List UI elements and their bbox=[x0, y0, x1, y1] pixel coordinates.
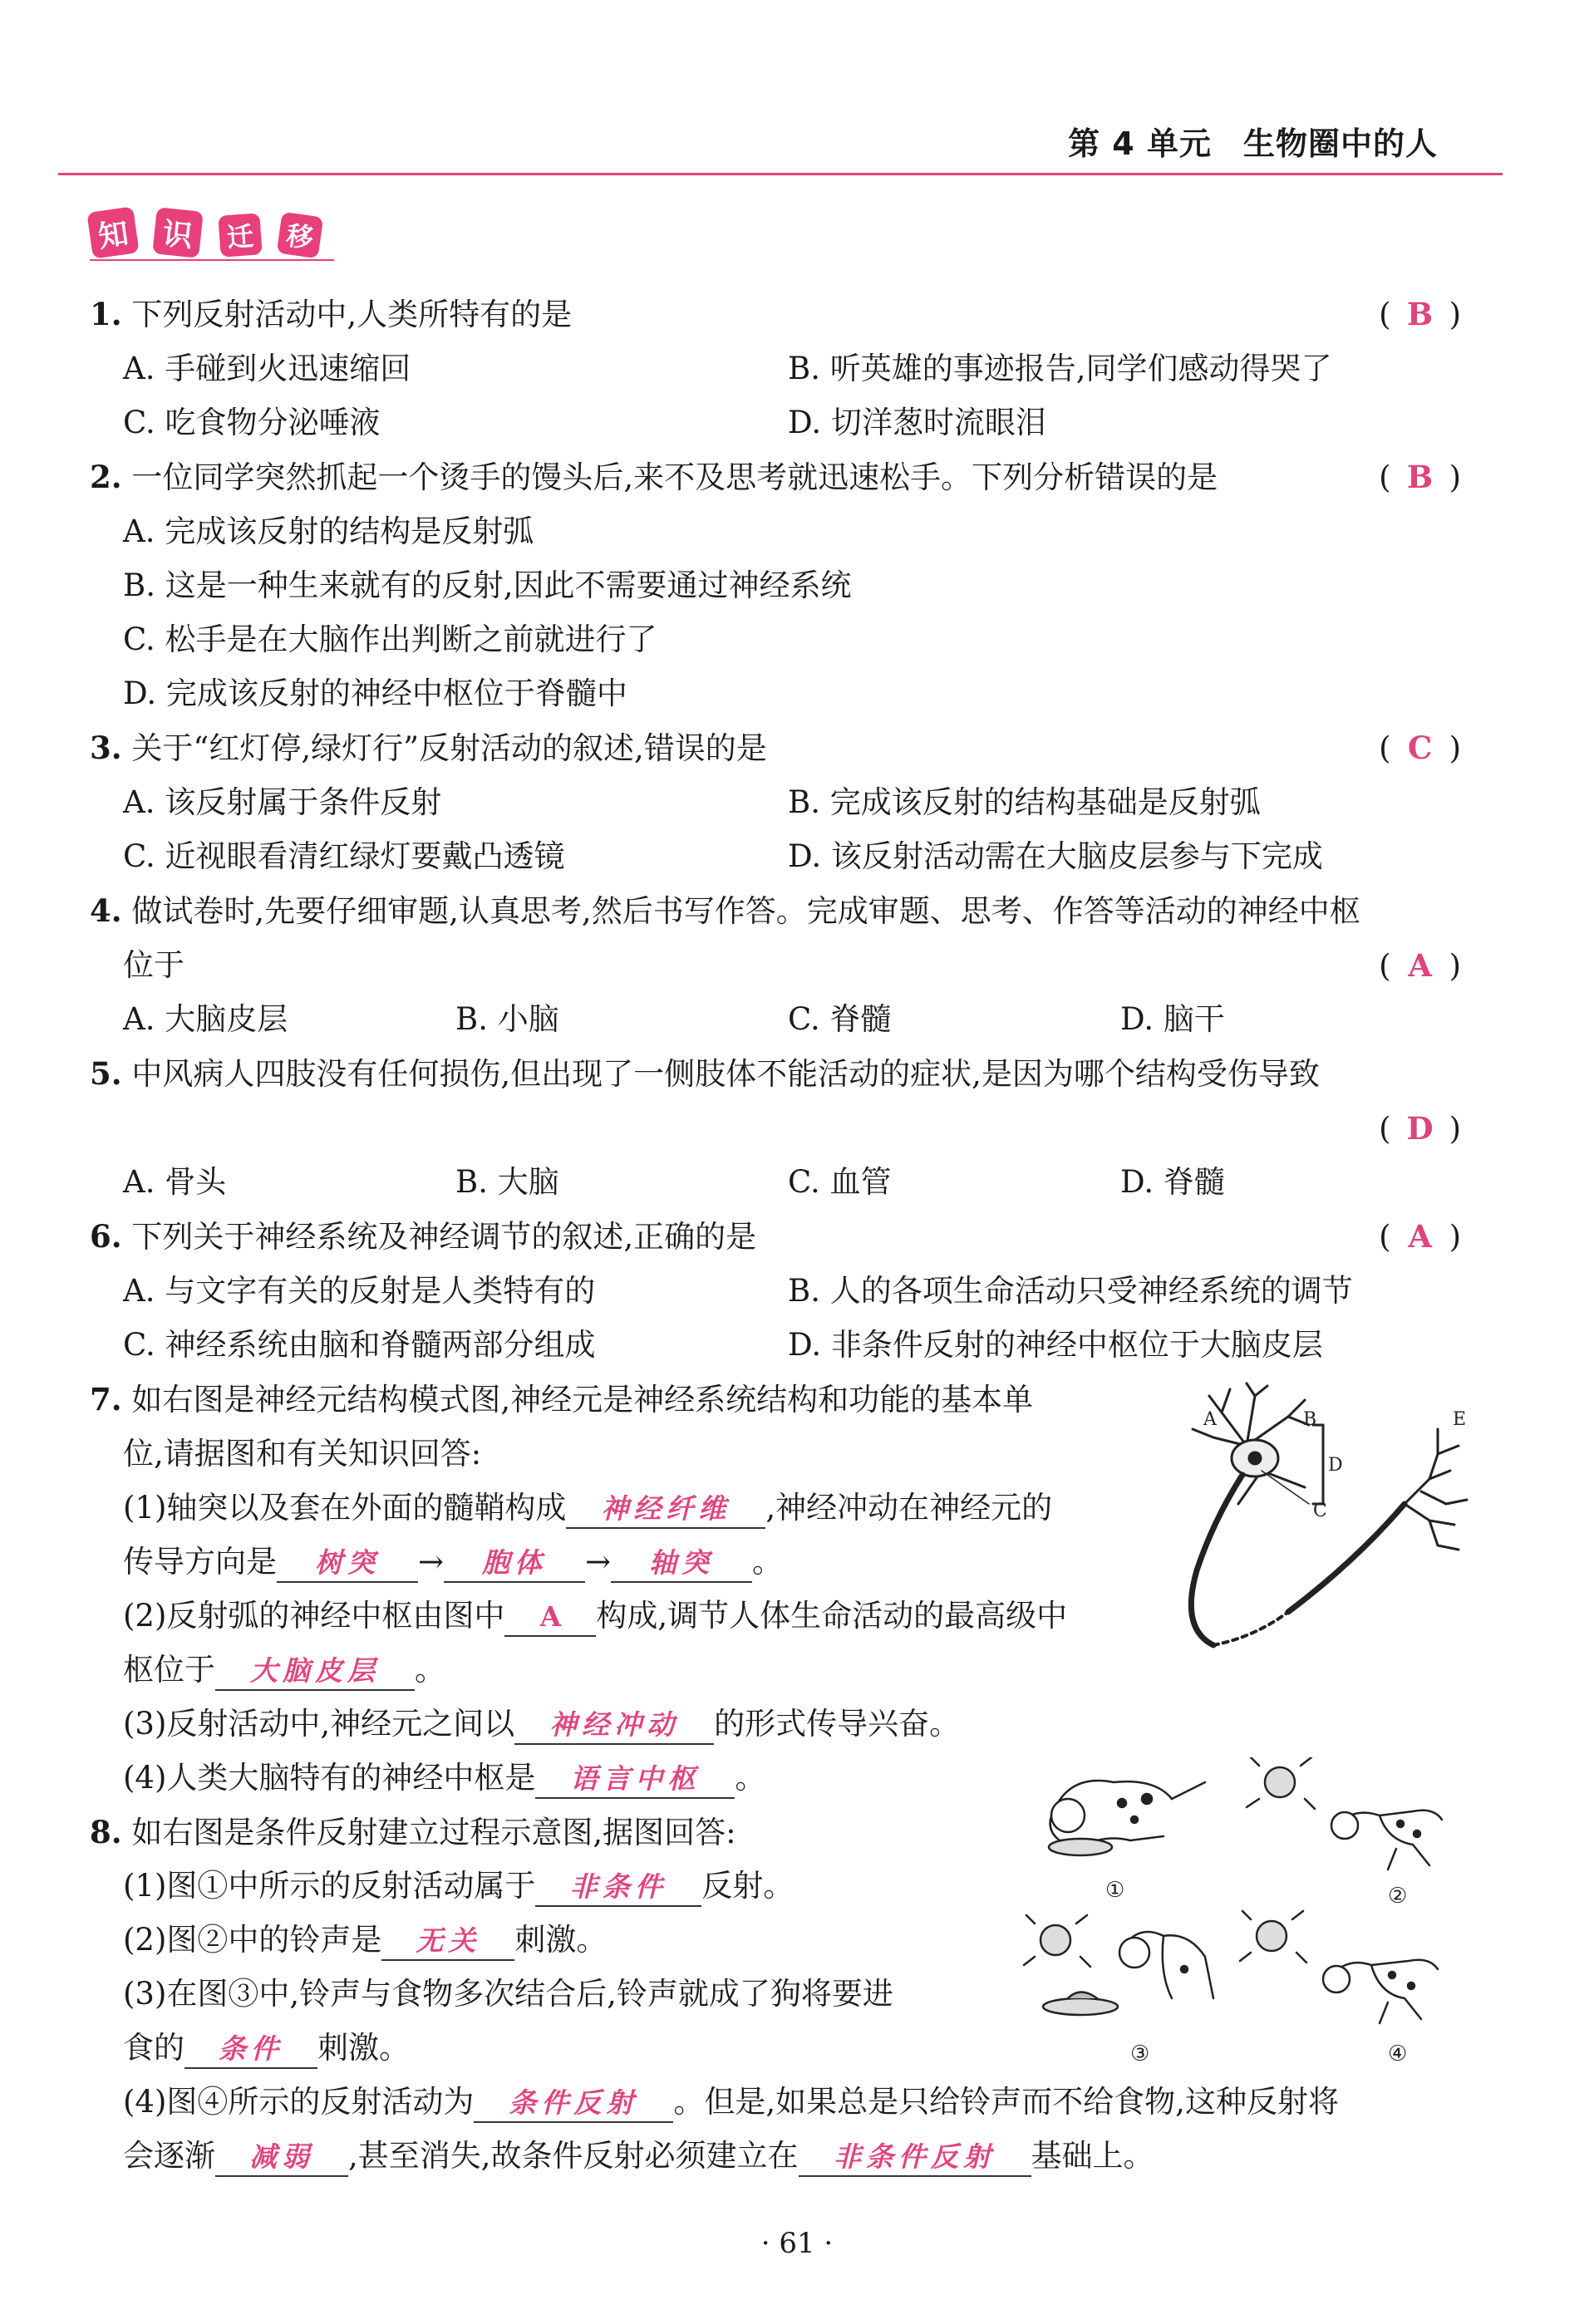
q3-option-b: B. 完成该反射的结构基础是反射弧 bbox=[788, 784, 1261, 820]
q7-blank-6: 大脑皮层 bbox=[215, 1653, 415, 1691]
q5-option-c: C. 血管 bbox=[788, 1164, 892, 1200]
badge-char-4: 移 bbox=[277, 212, 323, 258]
q7-blank-5: A bbox=[504, 1599, 596, 1637]
neuron-label-c: C bbox=[1313, 1501, 1327, 1521]
q1-option-c: C. 吃食物分泌唾液 bbox=[123, 405, 381, 440]
q7-stem-line2: 位,请据图和有关知识回答: bbox=[123, 1436, 482, 1472]
q2-option-b: B. 这是一种生来就有的反射,因此不需要通过神经系统 bbox=[123, 567, 852, 603]
q1-answer: ( B ) bbox=[1379, 296, 1461, 332]
running-header bbox=[1068, 118, 1438, 164]
badge-char-1: 知 bbox=[86, 206, 139, 258]
q7-part2-line2: 枢位于 大脑皮层 。 bbox=[123, 1650, 445, 1691]
q3-option-a: A. 该反射属于条件反射 bbox=[123, 784, 442, 820]
panel-label-4: ④ bbox=[1388, 2041, 1408, 2066]
neuron-label-a: A bbox=[1203, 1409, 1217, 1430]
q2-option-a: A. 完成该反射的结构是反射弧 bbox=[123, 513, 534, 549]
q5-answer: ( D ) bbox=[1379, 1110, 1461, 1147]
panel-label-3: ③ bbox=[1130, 2041, 1150, 2066]
q5-option-a: A. 骨头 bbox=[123, 1164, 227, 1200]
q1-option-b: B. 听英雄的事迹报告,同学们感动得哭了 bbox=[788, 351, 1332, 386]
header-rule bbox=[58, 173, 1503, 175]
q7-stem-line1: 7. 如右图是神经元结构模式图,神经元是神经系统结构和功能的基本单 bbox=[90, 1381, 1034, 1417]
q3-stem: 3. 关于“红灯停,绿灯行”反射活动的叙述,错误的是 bbox=[90, 730, 767, 766]
q4-option-d: D. 脑干 bbox=[1120, 1001, 1225, 1037]
unit-label: 第 4 单元 bbox=[1068, 125, 1212, 162]
q8-blank-5: 减弱 bbox=[215, 2139, 348, 2177]
page-number: · 61 · bbox=[760, 2227, 834, 2260]
panel-3-bell-food-dog bbox=[1024, 1915, 1213, 2015]
q1-stem: 1. 下列反射活动中,人类所特有的是 bbox=[90, 296, 573, 332]
q4-option-c: C. 脊髓 bbox=[788, 1001, 892, 1037]
q8-blank-4: 条件反射 bbox=[474, 2085, 673, 2123]
badge-char-3: 迁 bbox=[218, 213, 262, 257]
q5-option-b: B. 大脑 bbox=[455, 1164, 559, 1200]
q8-stem: 8. 如右图是条件反射建立过程示意图,据图回答: bbox=[90, 1814, 736, 1850]
q6-option-a: A. 与文字有关的反射是人类特有的 bbox=[123, 1273, 596, 1309]
q2-answer: ( B ) bbox=[1379, 459, 1461, 495]
q8-blank-6: 非条件反射 bbox=[799, 2139, 1031, 2177]
q8-part3-line1: (3)在图③中,铃声与食物多次结合后,铃声就成了狗将要进 bbox=[123, 1976, 893, 2012]
neuron-label-e: E bbox=[1453, 1409, 1467, 1430]
q2-option-d: D. 完成该反射的神经中枢位于脊髓中 bbox=[123, 676, 627, 711]
q8-part4-line2: 会逐渐 减弱 ,甚至消失,故条件反射必须建立在 非条件反射 基础上。 bbox=[123, 2136, 1154, 2177]
q1-option-d: D. 切洋葱时流眼泪 bbox=[788, 405, 1046, 440]
q4-stem-line1: 4. 做试卷时,先要仔细审题,认真思考,然后书写作答。完成审题、思考、作答等活动的神经中枢 bbox=[90, 892, 1360, 929]
q2-stem: 2. 一位同学突然抓起一个烫手的馒头后,来不及思考就迅速松手。下列分析错误的是 bbox=[90, 459, 1218, 495]
q7-part1-line1: (1)轴突以及套在外面的髓鞘构成 神经纤维 ,神经冲动在神经元的 bbox=[123, 1488, 1052, 1529]
q8-part3-line2: 食的 条件 刺激。 bbox=[123, 2028, 410, 2069]
section-badge bbox=[90, 209, 321, 256]
neuron-diagram bbox=[1164, 1379, 1479, 1653]
q7-part2-line1: (2)反射弧的神经中枢由图中 A 构成,调节人体生命活动的最高级中 bbox=[123, 1596, 1067, 1637]
q1-option-a: A. 手碰到火迅速缩回 bbox=[123, 351, 411, 386]
q2-option-c: C. 松手是在大脑作出判断之前就进行了 bbox=[123, 622, 657, 657]
panel-4-bell-dog bbox=[1240, 1911, 1438, 2023]
neuron-label-b: B bbox=[1303, 1409, 1317, 1430]
q8-part2: (2)图②中的铃声是 无关 刺激。 bbox=[123, 1920, 607, 1961]
q7-blank-8: 语言中枢 bbox=[535, 1761, 735, 1799]
q7-blank-2: 树突 bbox=[277, 1545, 418, 1583]
badge-char-2: 识 bbox=[152, 207, 204, 258]
badge-underline bbox=[90, 259, 334, 261]
q8-part4-line1: (4)图④所示的反射活动为 条件反射 。但是,如果总是只给铃声而不给食物,这种反射将 bbox=[123, 2082, 1339, 2123]
neuron-label-d: D bbox=[1328, 1455, 1343, 1476]
q7-part3: (3)反射活动中,神经元之间以 神经冲动 的形式传导兴奋。 bbox=[123, 1704, 960, 1745]
q7-blank-3: 胞体 bbox=[444, 1545, 585, 1583]
q7-part4: (4)人类大脑特有的神经中枢是 语言中枢 。 bbox=[123, 1758, 765, 1799]
q7-blank-7: 神经冲动 bbox=[514, 1707, 714, 1745]
panel-label-1: ① bbox=[1105, 1878, 1125, 1903]
q6-option-b: B. 人的各项生命活动只受神经系统的调节 bbox=[788, 1273, 1353, 1309]
q3-answer: ( C ) bbox=[1379, 730, 1461, 766]
q3-option-d: D. 该反射活动需在大脑皮层参与下完成 bbox=[788, 838, 1323, 874]
q7-part1-line2: 传导方向是 树突 → 胞体 → 轴突 。 bbox=[123, 1542, 783, 1583]
q8-blank-1: 非条件 bbox=[535, 1869, 701, 1907]
q3-option-c: C. 近视眼看清红绿灯要戴凸透镜 bbox=[123, 838, 565, 874]
q8-blank-3: 条件 bbox=[184, 2031, 317, 2069]
unit-title: 生物圈中的人 bbox=[1242, 125, 1438, 162]
panel-label-2: ② bbox=[1388, 1884, 1408, 1909]
conditioned-reflex-diagram bbox=[1022, 1757, 1471, 2073]
q8-blank-2: 无关 bbox=[381, 1923, 514, 1961]
q6-answer: ( A ) bbox=[1379, 1218, 1461, 1255]
q8-part1: (1)图①中所示的反射活动属于 非条件 反射。 bbox=[123, 1866, 794, 1907]
panel-2-bell-dog bbox=[1247, 1757, 1442, 1870]
q6-option-c: C. 神经系统由脑和脊髓两部分组成 bbox=[123, 1327, 596, 1363]
q4-answer: ( A ) bbox=[1379, 947, 1461, 984]
q5-option-d: D. 脊髓 bbox=[1120, 1164, 1225, 1200]
q7-blank-1: 神经纤维 bbox=[566, 1491, 765, 1529]
q7-blank-4: 轴突 bbox=[611, 1545, 752, 1583]
q4-stem-line2: 位于 bbox=[123, 947, 184, 983]
q4-option-a: A. 大脑皮层 bbox=[123, 1001, 288, 1037]
q6-option-d: D. 非条件反射的神经中枢位于大脑皮层 bbox=[788, 1327, 1323, 1363]
q4-option-b: B. 小脑 bbox=[455, 1001, 559, 1037]
q5-stem: 5. 中风病人四肢没有任何损伤,但出现了一侧肢体不能活动的症状,是因为哪个结构受伤导致 bbox=[90, 1055, 1320, 1092]
panel-1-dog-eating bbox=[1049, 1781, 1205, 1855]
q6-stem: 6. 下列关于神经系统及神经调节的叙述,正确的是 bbox=[90, 1218, 757, 1255]
